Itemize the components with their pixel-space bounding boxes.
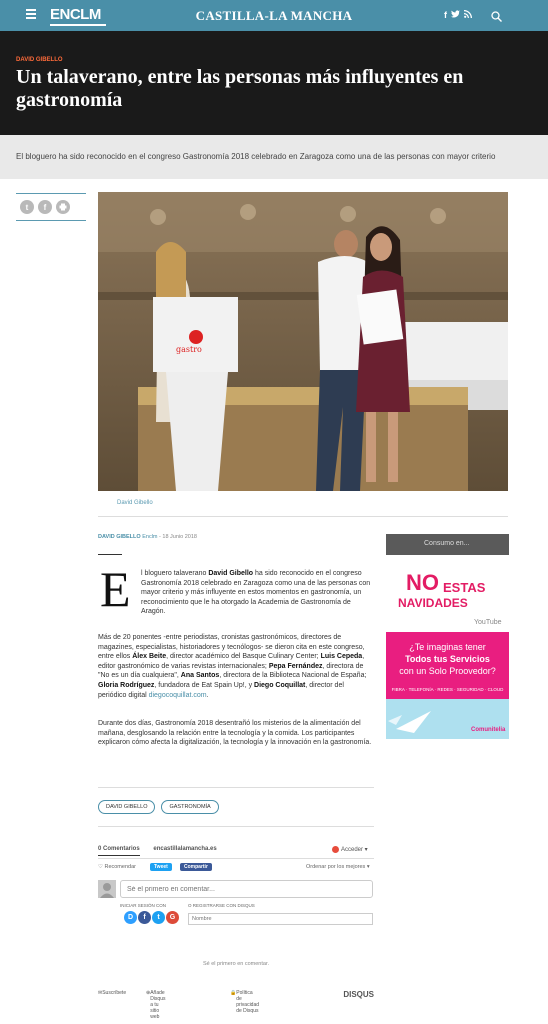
twitter-login-icon[interactable]: t (152, 911, 165, 924)
social-links (444, 10, 472, 20)
tag-gastronomia[interactable]: GASTRONOMÍA (161, 800, 218, 814)
ad-no-text: NO (406, 570, 439, 595)
tweet-button[interactable]: Tweet (150, 863, 172, 871)
link-diegocoquillat[interactable]: diegocoquillat.com (148, 691, 207, 699)
recommend-label: Recomendar (104, 864, 136, 870)
byline-date: - 18 Junio 2018 (159, 534, 197, 540)
article-title: Un talaverano, entre las personas más influyentes en gastronomía (16, 66, 464, 111)
text: , fundadora de Eat Spain Up!, y (154, 681, 255, 689)
privacy-label: Política de privacidad de Disqus (236, 990, 260, 1014)
drop-cap: E (100, 561, 131, 617)
twitter-icon[interactable] (451, 10, 460, 20)
paper-plane-icon (386, 699, 456, 739)
video-ad-title: Consumo en... (424, 540, 470, 547)
video-ad[interactable] (386, 534, 509, 632)
article-photo (98, 192, 508, 491)
name-field[interactable] (188, 913, 373, 925)
register-label: O REGISTRARSE CON DISQUS (188, 903, 255, 908)
ad-line-2: Todos tus Servicios (405, 654, 490, 664)
comments-section (98, 840, 374, 1020)
article-subtitle: El bloguero ha sido reconocido en el congreso Gastronomía 2018 celebrado en Zaragoza como una de las personas con mayor criterio (16, 152, 496, 161)
login-providers (124, 911, 179, 924)
ad-estas-text: ESTAS (443, 580, 486, 595)
recommend-button[interactable]: ♡ Recomendar (98, 864, 136, 870)
ad-line-3: con un Solo Proovedor? (399, 666, 496, 676)
comment-tabs (98, 846, 217, 852)
rss-icon[interactable] (464, 10, 472, 20)
article-header (0, 31, 548, 135)
name-bold: Ana Santos (180, 672, 220, 680)
print-icon[interactable] (56, 200, 70, 214)
tag-david-gibello[interactable]: DAVID GIBELLO (98, 800, 155, 814)
svg-text:gastro: gastro (176, 345, 202, 354)
text: , director del periódico digital (98, 681, 344, 699)
google-login-icon[interactable]: G (166, 911, 179, 924)
tab-comments[interactable]: 0 Comentarios (98, 846, 140, 856)
ad-services: FIBRA · TELEFONÍA · REDES · SEGURIDAD · CLOUD (391, 687, 504, 692)
text: l bloguero talaverano (141, 570, 209, 577)
name-bold: Pepa Fernández (268, 662, 323, 670)
empty-comments-text: Sé el primero en comentar. (202, 961, 270, 967)
paragraph-3: Durante dos días, Gastronomía 2018 desentrañó los misterios de la alimentación del mañana, desglosando la relación entre la tecnología y la comida. Los participantes explicaron cómo afecta la digitalización, la tecnología y la innovación en la gastronomía. (98, 720, 372, 747)
text: , directora de "No es un día cualquiera", (98, 662, 364, 680)
sort-dropdown[interactable]: Ordenar por los mejores ▾ (306, 864, 370, 870)
search-icon[interactable] (491, 9, 502, 20)
ad-line-1: ¿Te imaginas tener (409, 642, 486, 652)
photo-caption: David Gibello (117, 500, 153, 506)
disqus-user-icon (332, 846, 339, 853)
tag-list (98, 800, 219, 814)
text: ha sido reconocido en el congreso Gastronomía 2018 celebrado en Zaragoza como una de las personas con mayor criterio y más influyente en estos momentos en gastronomía, un reconocimiento que le ha otorgado la Academia de Gastronomía de Aragón. (141, 570, 371, 616)
subscribe-label: Suscríbete (102, 990, 127, 996)
twitter-share-icon[interactable]: t (20, 200, 34, 214)
add-disqus-label: Añade Disqus a tu sitio web (150, 990, 166, 1020)
divider (98, 858, 374, 859)
article-kicker[interactable]: DAVID GIBELLO (16, 57, 63, 63)
sort-label: Ordenar por los mejores (306, 864, 366, 870)
comment-input[interactable] (120, 880, 373, 898)
name-bold: Gloria Rodríguez (98, 681, 155, 689)
name-bold: Álex Beite (132, 653, 167, 661)
byline-rule (98, 554, 122, 555)
byline-source[interactable]: Enclm (142, 534, 158, 540)
text: , director académico del Basque Culinary Center; (166, 653, 321, 661)
divider (98, 787, 374, 788)
avatar (98, 880, 116, 898)
region-title[interactable]: CASTILLA-LA MANCHA (195, 8, 353, 23)
facebook-share-button[interactable]: Compartir (180, 863, 212, 871)
youtube-logo[interactable]: YouTube (474, 619, 502, 626)
privacy-link[interactable]: 🔒 Política de privacidad de Disqus (230, 990, 260, 1014)
site-logo[interactable]: ENCLM (50, 5, 106, 26)
text: . (206, 691, 209, 699)
login-button[interactable]: Acceder ▾ (332, 846, 368, 853)
paragraph-2 (98, 633, 374, 700)
facebook-share-icon[interactable]: f (38, 200, 52, 214)
disqus-logo[interactable]: DISQUS (343, 990, 374, 999)
text: Más de 20 ponentes -entre periodistas, cronistas gastronómicos, directores de magazines, especialistas, historiadores y tecnólogos- se dieron cita en este congreso, entre ellos (98, 634, 365, 661)
pink-ad[interactable] (386, 632, 509, 699)
comunitelia-ad[interactable] (386, 699, 509, 739)
login-with-label: INICIAR SESIÓN CON (120, 903, 167, 908)
name-bold: Diego Coquillat (254, 681, 306, 689)
top-navbar (0, 0, 548, 31)
divider (98, 826, 374, 827)
name-bold: Luis Cepeda (320, 653, 363, 661)
disqus-login-icon[interactable]: D (124, 911, 137, 924)
video-ad-header (386, 534, 509, 555)
text: , editor gastronómico de varias revistas internacionales; (98, 653, 365, 670)
ad-navidades-text: NAVIDADES (398, 596, 468, 610)
article-subtitle-bar (0, 135, 548, 179)
ad-brand: Comunitelia (471, 727, 506, 733)
divider (98, 516, 508, 517)
facebook-icon[interactable]: f (444, 10, 447, 20)
tab-site[interactable]: encastillalamancha.es (153, 846, 217, 852)
paragraph-1 (141, 569, 373, 617)
share-bar (16, 193, 86, 221)
facebook-login-icon[interactable]: f (138, 911, 151, 924)
name-bold: David Gibello (208, 570, 254, 577)
login-label: Acceder (341, 847, 364, 854)
add-disqus-link[interactable]: ⊕ Añade Disqus a tu sitio web (146, 990, 166, 1020)
byline-author[interactable]: DAVID GIBELLO (98, 534, 141, 540)
subscribe-link[interactable]: ✉ Suscríbete (98, 990, 127, 996)
text: , directora de la Biblioteca Nacional de España; (219, 672, 367, 680)
byline (98, 534, 197, 540)
